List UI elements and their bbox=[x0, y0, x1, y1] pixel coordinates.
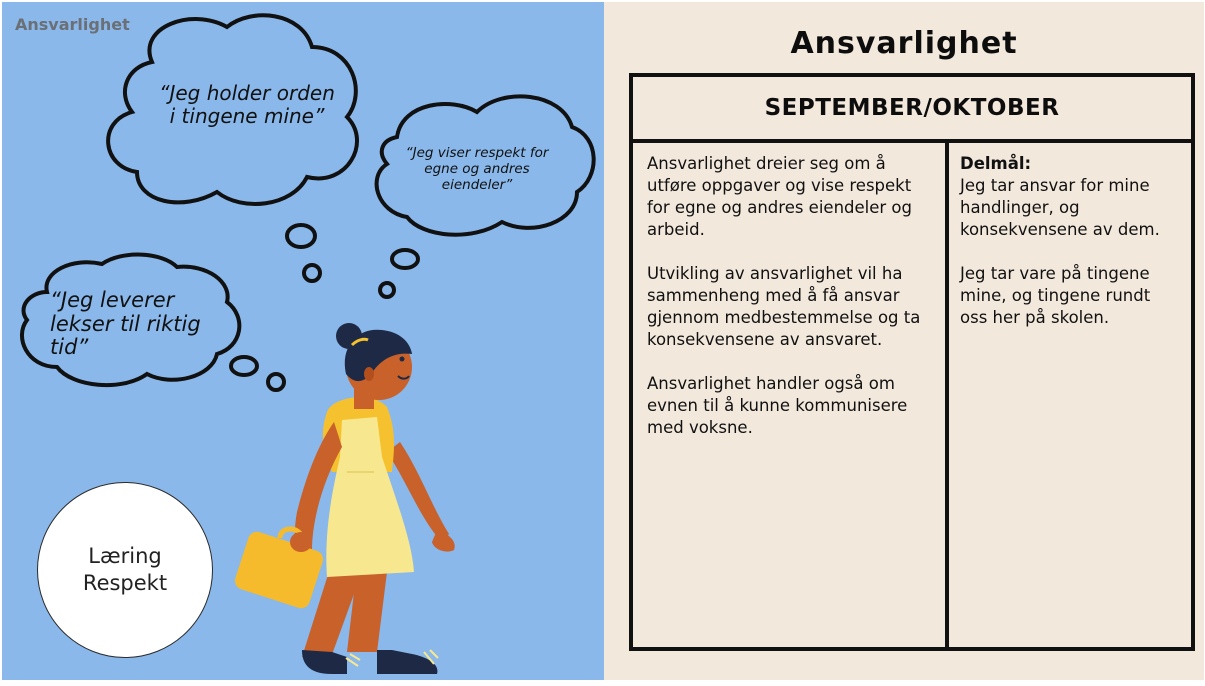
value-laering: Læring bbox=[88, 543, 162, 568]
thought-text-lekser: “Jeg leverer lekser til riktig tid” bbox=[50, 288, 201, 360]
girl-illustration bbox=[233, 323, 455, 674]
table-body bbox=[633, 143, 1191, 647]
info-table bbox=[629, 73, 1195, 651]
goal-item: Jeg tar ansvar for mine handlinger, og konsekvensene av dem. bbox=[960, 176, 1160, 239]
description-paragraph: Utvikling av ansvarlighet vil ha sammenheng med å få ansvar gjennom medbestemmelse og ta konsekvensene av ansvaret. bbox=[647, 264, 921, 349]
thought-dot bbox=[392, 250, 418, 268]
value-respekt: Respekt bbox=[82, 571, 168, 595]
description-paragraph: Ansvarlighet dreier seg om å utføre oppgaver og vise respekt for egne og andres eiendeler og arbeid. bbox=[647, 154, 912, 239]
thought-text-orden: “Jeg holder orden i tingene mine” bbox=[159, 81, 335, 128]
thought-dot bbox=[287, 225, 315, 247]
thought-dot bbox=[268, 374, 284, 390]
goal-item: Jeg tar vare på tingene mine, og tingene rundt oss her på skolen. bbox=[960, 264, 1151, 327]
thought-dot bbox=[380, 283, 394, 297]
description-paragraph: Ansvarlighet handler også om evnen til å kunne kommunisere med voksne. bbox=[647, 374, 908, 437]
content-panel bbox=[604, 2, 1204, 680]
thought-text-respekt: “Jeg viser respekt for egne og andres eiendeler” bbox=[405, 145, 549, 194]
description-column bbox=[633, 143, 949, 647]
illustration-panel bbox=[2, 2, 604, 680]
goals-heading: Delmål: bbox=[960, 154, 1032, 173]
table-header: SEPTEMBER/OKTOBER bbox=[633, 77, 1191, 143]
thought-dot bbox=[304, 265, 320, 281]
values-circle bbox=[37, 482, 213, 658]
page-title: Ansvarlighet bbox=[790, 26, 1018, 61]
slide-label: Ansvarlighet bbox=[15, 15, 130, 34]
goals-column bbox=[949, 143, 1191, 647]
